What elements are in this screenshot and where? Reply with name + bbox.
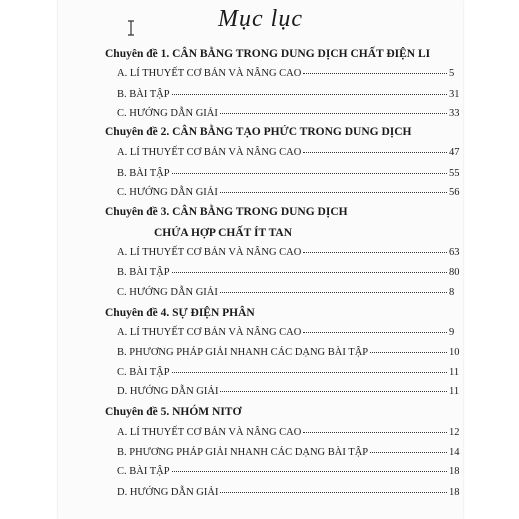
leader-dots [172, 173, 447, 174]
toc-entry-label: A. LÍ THUYẾT CƠ BẢN VÀ NÂNG CAO [117, 427, 302, 438]
toc-entry[interactable] [117, 327, 463, 338]
toc-entry[interactable] [117, 287, 463, 298]
toc-entry-label: B. BÀI TẬP [117, 168, 170, 179]
toc-entry-page: 11 [449, 386, 460, 397]
toc-entry-page: 9 [449, 327, 455, 338]
leader-dots [303, 73, 447, 74]
toc-entry-label: B. BÀI TẬP [117, 89, 170, 100]
toc-entry[interactable] [117, 168, 463, 179]
leader-dots [370, 452, 447, 453]
chapter-3-heading: Chuyên đề 3. CÂN BẰNG TRONG DUNG DỊCH [105, 206, 348, 218]
toc-entry-page: 18 [449, 466, 460, 477]
toc-entry-page: 10 [449, 347, 460, 358]
toc-entry-label: C. BÀI TẬP [117, 367, 170, 378]
toc-entry[interactable] [117, 267, 463, 278]
toc-entry-page: 11 [449, 367, 460, 378]
leader-dots [303, 432, 447, 433]
chapter-5-heading: Chuyên đề 5. NHÓM NITƠ [105, 406, 242, 418]
chapter-4-heading: Chuyên đề 4. SỰ ĐIỆN PHÂN [105, 307, 255, 319]
toc-entry[interactable] [117, 187, 463, 198]
toc-entry-label: B. PHƯƠNG PHÁP GIẢI NHANH CÁC DẠNG BÀI TẬP [117, 347, 369, 358]
leader-dots [172, 94, 447, 95]
toc-entry-label: A. LÍ THUYẾT CƠ BẢN VÀ NÂNG CAO [117, 68, 302, 79]
leader-dots [303, 152, 447, 153]
toc-entry[interactable] [117, 367, 463, 378]
chapter-2-heading: Chuyên đề 2. CÂN BẰNG TẠO PHỨC TRONG DUNG DỊCH [105, 126, 412, 138]
toc-entry-page: 56 [449, 187, 460, 198]
toc-entry-page: 33 [449, 108, 460, 119]
leader-dots [220, 391, 447, 392]
toc-entry-label: D. HƯỚNG DẪN GIẢI [117, 487, 219, 498]
toc-entry-page: 80 [449, 267, 460, 278]
toc-entry-label: C. BÀI TẬP [117, 466, 170, 477]
leader-dots [370, 352, 447, 353]
toc-entry[interactable] [117, 247, 463, 258]
leader-dots [303, 252, 447, 253]
toc-entry-label: A. LÍ THUYẾT CƠ BẢN VÀ NÂNG CAO [117, 327, 302, 338]
toc-entry[interactable] [117, 147, 463, 158]
page-title: Mục lục [218, 6, 303, 32]
toc-entry-label: C. HƯỚNG DẪN GIẢI [117, 108, 218, 119]
toc-entry[interactable] [117, 386, 463, 397]
toc-entry-page: 18 [449, 487, 460, 498]
leader-dots [220, 192, 447, 193]
leader-dots [303, 332, 447, 333]
toc-entry[interactable] [117, 108, 463, 119]
toc-entry-page: 47 [449, 147, 460, 158]
toc-entry[interactable] [117, 347, 463, 358]
viewer-margin-left [0, 0, 58, 519]
toc-entry[interactable] [117, 447, 463, 458]
toc-entry-label: B. PHƯƠNG PHÁP GIẢI NHANH CÁC DẠNG BÀI TẬP [117, 447, 369, 458]
leader-dots [172, 372, 447, 373]
toc-entry-label: C. HƯỚNG DẪN GIẢI [117, 287, 218, 298]
toc-entry-page: 5 [449, 68, 455, 79]
viewer-margin-right [463, 0, 519, 519]
chapter-3-subheading: CHỨA HỢP CHẤT ÍT TAN [154, 227, 293, 239]
chapter-1-heading: Chuyên đề 1. CÂN BẰNG TRONG DUNG DỊCH CHẤT ĐIỆN LI [105, 48, 431, 60]
toc-entry[interactable] [117, 68, 463, 79]
toc-entry-page: 8 [449, 287, 455, 298]
toc-entry-label: D. HƯỚNG DẪN GIẢI [117, 386, 219, 397]
toc-entry[interactable] [117, 466, 463, 477]
toc-entry-page: 55 [449, 168, 460, 179]
toc-entry-label: A. LÍ THUYẾT CƠ BẢN VÀ NÂNG CAO [117, 147, 302, 158]
text-cursor-icon [126, 20, 136, 36]
toc-entry[interactable] [117, 89, 463, 100]
leader-dots [220, 292, 447, 293]
leader-dots [172, 471, 447, 472]
leader-dots [220, 113, 447, 114]
toc-entry-page: 14 [449, 447, 460, 458]
leader-dots [220, 492, 447, 493]
leader-dots [172, 272, 447, 273]
toc-entry-label: B. BÀI TẬP [117, 267, 170, 278]
toc-entry-page: 31 [449, 89, 460, 100]
toc-entry[interactable] [117, 487, 463, 498]
toc-entry-page: 12 [449, 427, 460, 438]
toc-entry-page: 63 [449, 247, 460, 258]
toc-entry-label: A. LÍ THUYẾT CƠ BẢN VÀ NÂNG CAO [117, 247, 302, 258]
document-page [58, 0, 463, 519]
toc-entry[interactable] [117, 427, 463, 438]
toc-entry-label: C. HƯỚNG DẪN GIẢI [117, 187, 218, 198]
